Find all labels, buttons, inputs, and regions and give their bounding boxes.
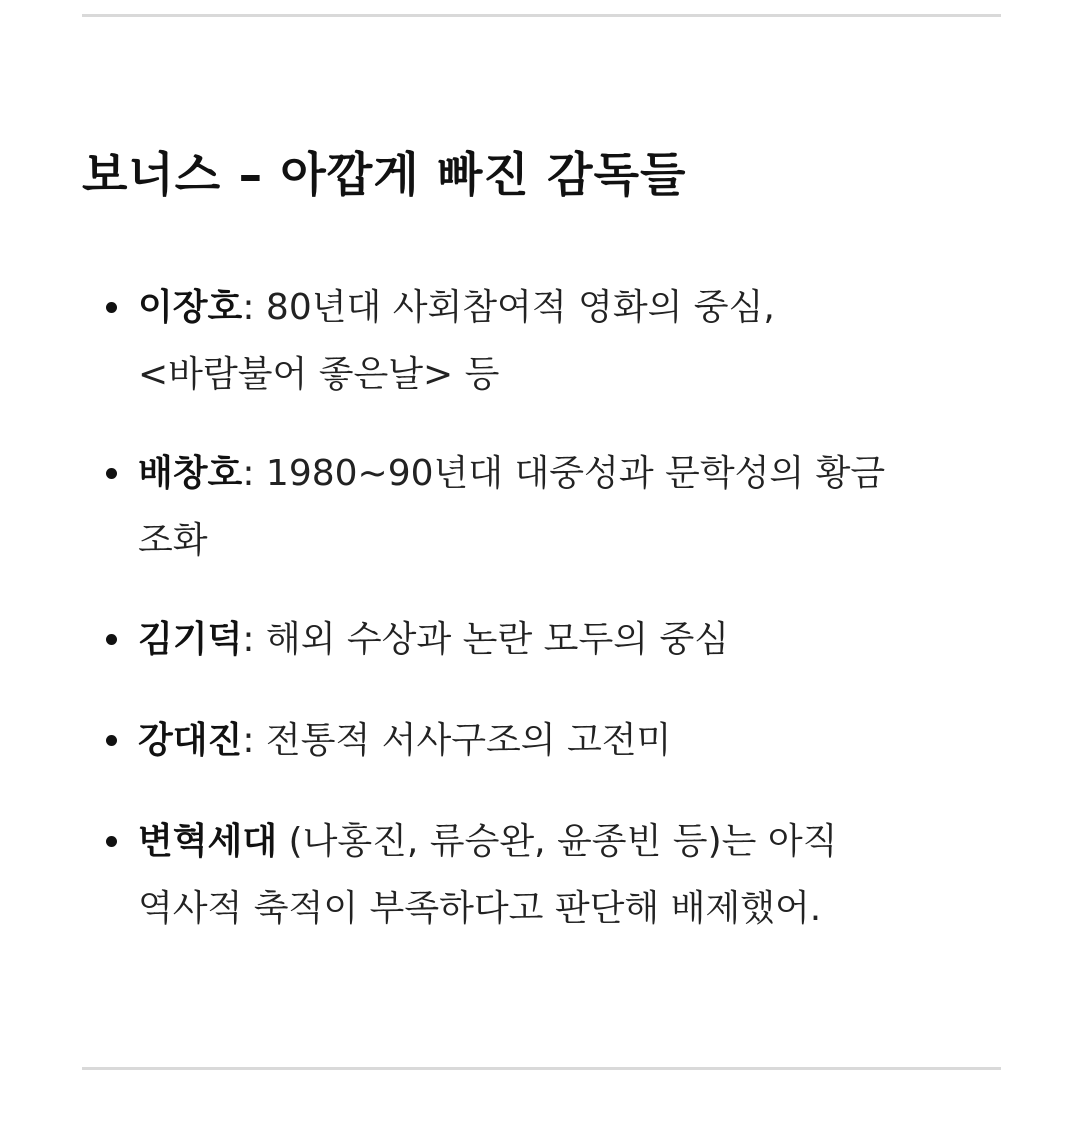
item-line-1 xyxy=(138,274,988,341)
item-line-1 xyxy=(138,606,988,673)
item-line-1 xyxy=(138,440,988,507)
item-description: 1980~90년대 대중성과 문학성의 황금 xyxy=(254,453,886,494)
item-line-1 xyxy=(138,707,988,774)
item-description: (나홍진, 류승완, 윤종빈 등)는 아직 xyxy=(277,821,838,862)
list-item-2 xyxy=(138,606,988,673)
item-description: 전통적 서사구조의 고전미 xyxy=(254,720,672,761)
item-line-2: <바람불어 좋은날> 등 xyxy=(138,354,500,395)
separator: : xyxy=(242,453,255,494)
director-name: 김기덕 xyxy=(138,619,243,660)
list-item-4 xyxy=(138,808,988,942)
director-name: 변혁세대 xyxy=(138,821,278,862)
top-divider xyxy=(82,14,1001,17)
separator: : xyxy=(242,619,255,660)
director-name: 이장호 xyxy=(138,287,243,328)
director-name: 강대진 xyxy=(138,720,243,761)
separator: : xyxy=(242,720,255,761)
item-line-2: 조화 xyxy=(138,520,208,561)
bottom-divider xyxy=(82,1067,1001,1070)
item-description: 해외 수상과 논란 모두의 중심 xyxy=(254,619,729,660)
list-item-1 xyxy=(138,440,988,574)
section-heading: 보너스 – 아깝게 빠진 감독들 xyxy=(82,148,687,203)
separator: : xyxy=(242,287,255,328)
item-line-2: 역사적 축적이 부족하다고 판단해 배제했어. xyxy=(138,888,822,929)
director-name: 배창호 xyxy=(138,453,243,494)
item-description: 80년대 사회참여적 영화의 중심, xyxy=(254,287,775,328)
list-item-3 xyxy=(138,707,988,774)
list-item-0 xyxy=(138,274,988,408)
item-line-1 xyxy=(138,808,988,875)
